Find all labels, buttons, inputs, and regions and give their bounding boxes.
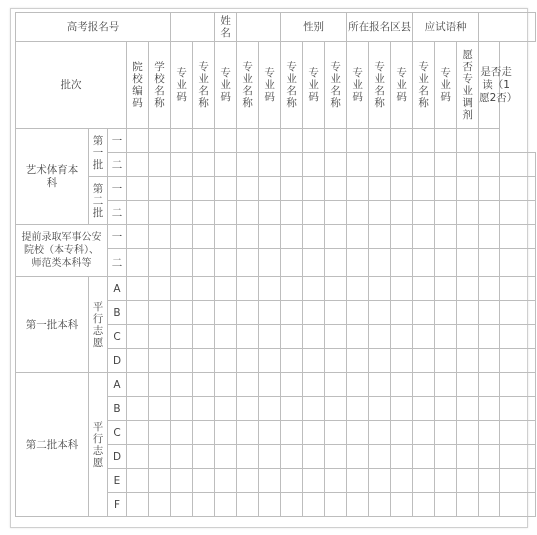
row-second-choice-b: B <box>108 397 127 421</box>
row-advance-sub-2: 二 <box>108 249 127 277</box>
col-major-code-4: 专业码 <box>308 67 319 103</box>
row-first-choice-c: C <box>108 325 127 349</box>
row-art-batch-one: 第一批 <box>92 134 104 171</box>
row-art-b1-sub-1: 一 <box>108 129 127 153</box>
row-first-choice-d: D <box>108 349 127 373</box>
row-art-b2-sub-1: 一 <box>108 177 127 201</box>
col-major-name-5: 专业名称 <box>374 61 385 109</box>
header-name: 姓名 <box>220 15 231 39</box>
row-second-choice-a: A <box>108 373 127 397</box>
col-major-name-2: 专业名称 <box>242 61 253 109</box>
row-art-batch-two: 第二批 <box>92 182 104 219</box>
row-first-batch: 第一批本科 <box>16 277 89 373</box>
col-major-code-3: 专业码 <box>264 67 275 103</box>
row-second-parallel: 平行志愿 <box>92 420 104 469</box>
application-form-table <box>15 12 536 517</box>
col-batch: 批次 <box>16 42 127 129</box>
row-second-choice-c: C <box>108 421 127 445</box>
row-first-choice-b: B <box>108 301 127 325</box>
col-school-code: 院校编码 <box>132 61 143 109</box>
col-major-name-6: 专业名称 <box>418 61 429 109</box>
row-second-batch: 第二批本科 <box>16 373 89 517</box>
row-first-choice-a: A <box>108 277 127 301</box>
header-district: 所在报名区县 <box>347 13 413 42</box>
col-major-code-6: 专业码 <box>396 67 407 103</box>
row-second-choice-d: D <box>108 445 127 469</box>
row-second-choice-f: F <box>108 493 127 517</box>
row-advance: 提前录取军事公安院校（本专科）、师范类本科等 <box>21 232 102 269</box>
header-exam-number: 高考报名号 <box>16 13 171 42</box>
col-major-code-7: 专业码 <box>440 67 451 103</box>
col-day-student: 是否走读（1愿2否） <box>479 65 518 104</box>
row-art-b2-sub-2: 二 <box>108 201 127 225</box>
col-school-name: 学校名称 <box>154 61 165 109</box>
col-accept-adjustment: 愿否专业调剂 <box>462 49 473 121</box>
col-major-code-1: 专业码 <box>176 67 187 103</box>
col-major-name-1: 专业名称 <box>198 61 209 109</box>
header-exam-language: 应试语种 <box>413 13 479 42</box>
row-second-choice-e: E <box>108 469 127 493</box>
row-art-b1-sub-2: 二 <box>108 153 127 177</box>
col-major-name-3: 专业名称 <box>286 61 297 109</box>
row-art-sports: 艺术体育本科 <box>25 163 79 189</box>
row-first-parallel: 平行志愿 <box>92 300 104 349</box>
col-major-name-4: 专业名称 <box>330 61 341 109</box>
row-advance-sub-1: 一 <box>108 225 127 249</box>
col-major-code-2: 专业码 <box>220 67 231 103</box>
header-gender: 性别 <box>281 13 347 42</box>
col-major-code-5: 专业码 <box>352 67 363 103</box>
